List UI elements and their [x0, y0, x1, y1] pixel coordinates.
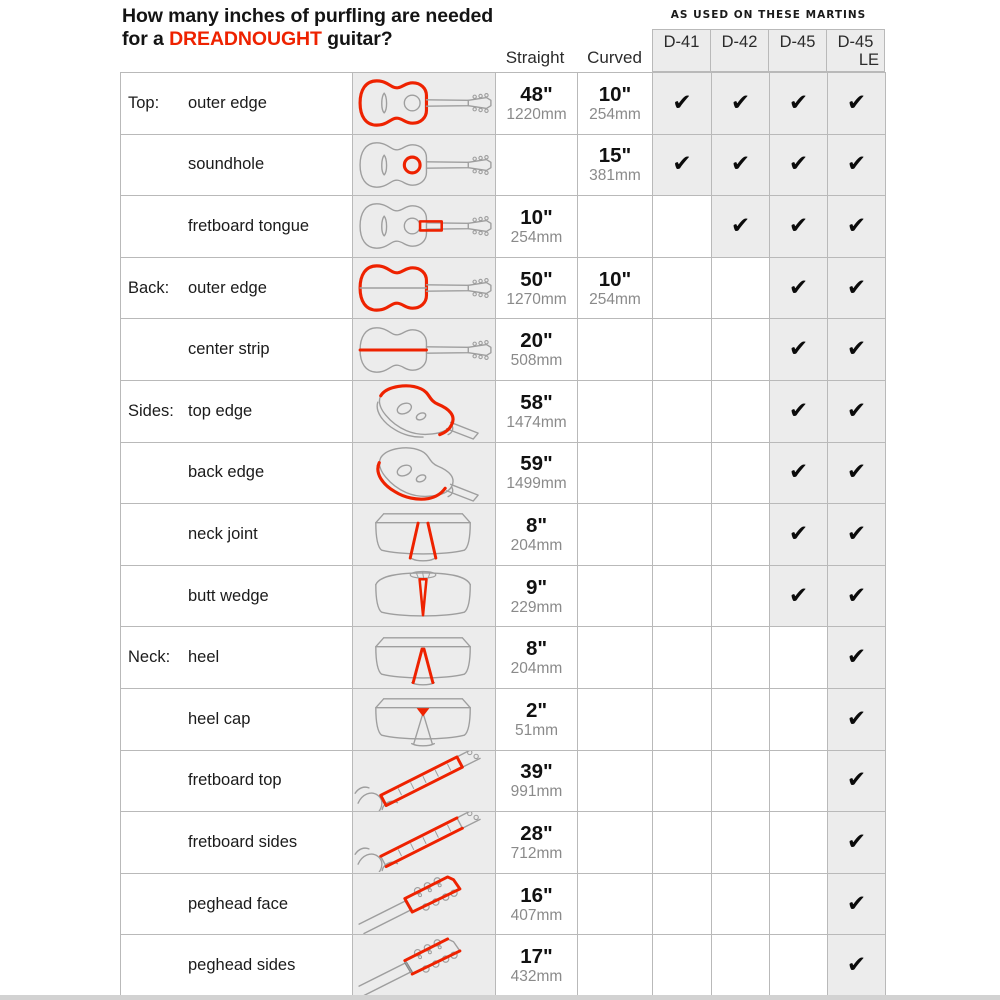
straight-mm-value: 1499mm [506, 475, 567, 493]
curved-inches-value: 10" [598, 82, 632, 106]
part-name: center strip [188, 340, 270, 359]
section-label: Neck: [128, 648, 171, 667]
straight-value-cell [496, 935, 578, 997]
curved-mm-value: 381mm [589, 167, 641, 185]
check-cell-d-42 [712, 504, 770, 566]
curved-value-cell [578, 73, 653, 135]
check-cell-d-45 [770, 627, 828, 689]
check-cell-d-45-le [828, 627, 886, 689]
check-cell-d-45-le [828, 442, 886, 504]
check-cell-d-45 [770, 134, 828, 196]
straight-inches-value: 28" [520, 821, 553, 845]
straight-value-cell [496, 442, 578, 504]
part-name: heel [188, 648, 220, 667]
straight-value-cell [496, 319, 578, 381]
check-cell-d-45 [770, 380, 828, 442]
straight-value-cell [496, 688, 578, 750]
straight-mm-value: 1270mm [506, 290, 567, 308]
soundhole-illustration-cell [353, 134, 496, 196]
check-cell-d-45 [770, 750, 828, 812]
checkmark-icon: ✔ [788, 89, 809, 116]
peghead-face-illustration-cell [353, 873, 496, 935]
curved-inches-value: 15" [598, 144, 632, 168]
part-label-cell [121, 565, 353, 627]
check-cell-d-41 [653, 442, 712, 504]
top-outer-edge-illustration-cell [353, 73, 496, 135]
check-cell-d-42 [712, 196, 770, 258]
check-cell-d-45-le [828, 873, 886, 935]
check-cell-d-42 [712, 873, 770, 935]
check-cell-d-41 [653, 750, 712, 812]
check-cell-d-45-le [828, 935, 886, 997]
purfling-table-body [121, 73, 886, 997]
butt-wedge-illustration-cell [353, 565, 496, 627]
part-name: butt wedge [188, 586, 269, 605]
straight-value-cell [496, 380, 578, 442]
part-name: top edge [188, 401, 253, 420]
part-name: peghead sides [188, 956, 296, 975]
curved-value-cell [578, 935, 653, 997]
table-row [121, 688, 886, 750]
checkmark-icon: ✔ [672, 89, 692, 116]
bottom-border-bar [0, 995, 1000, 1000]
check-cell-d-42 [712, 380, 770, 442]
part-label-cell [121, 627, 353, 689]
check-cell-d-41 [653, 257, 712, 319]
page-title-line2 [122, 28, 493, 51]
table-row [121, 565, 886, 627]
checkmark-icon: ✔ [788, 397, 809, 424]
column-header-straight: Straight [505, 48, 565, 67]
part-label-cell [121, 873, 353, 935]
curved-value-cell [578, 750, 653, 812]
checkmark-icon: ✔ [788, 151, 809, 178]
checkmark-icon: ✔ [846, 705, 867, 732]
straight-inches-value: 59" [520, 452, 553, 476]
curved-value-cell [578, 873, 653, 935]
check-cell-d-41 [653, 73, 712, 135]
curved-inches-value: 10" [598, 267, 632, 291]
check-cell-d-42 [712, 257, 770, 319]
table-row [121, 319, 886, 381]
checkmark-icon: ✔ [846, 520, 867, 547]
straight-mm-value: 1220mm [506, 105, 567, 123]
part-label-cell [121, 688, 353, 750]
page-title-line1: How many inches of purfling are needed [122, 5, 494, 27]
back-outer-edge-icon [354, 258, 495, 318]
check-cell-d-45 [770, 504, 828, 566]
straight-value-cell [496, 812, 578, 874]
curved-value-cell [578, 442, 653, 504]
part-label-cell [121, 196, 353, 258]
part-name: fretboard top [188, 771, 282, 790]
fretboard-top-icon [354, 751, 495, 811]
title-prefix: for a [122, 28, 170, 50]
straight-mm-value: 407mm [510, 906, 563, 924]
table-row [121, 504, 886, 566]
straight-value-cell [496, 257, 578, 319]
checkmark-icon: ✔ [846, 459, 867, 486]
straight-value-cell [496, 134, 578, 196]
check-cell-d-45 [770, 319, 828, 381]
straight-inches-value: 16" [520, 883, 553, 907]
check-cell-d-45 [770, 935, 828, 997]
check-cell-d-45-le [828, 73, 886, 135]
check-cell-d-42 [712, 319, 770, 381]
side-back-edge-illustration-cell [353, 442, 496, 504]
straight-mm-value: 508mm [510, 352, 563, 370]
part-label-cell [121, 504, 353, 566]
straight-value-cell [496, 504, 578, 566]
check-cell-d-42 [712, 812, 770, 874]
neck-joint-icon [354, 504, 495, 564]
check-cell-d-45 [770, 73, 828, 135]
part-label-cell [121, 750, 353, 812]
part-label-cell [121, 935, 353, 997]
curved-mm-value: 254mm [589, 105, 641, 123]
curved-mm-value: 254mm [589, 290, 641, 308]
fretboard-sides-illustration-cell [353, 812, 496, 874]
part-label-cell [121, 812, 353, 874]
checkmark-icon: ✔ [788, 459, 809, 486]
straight-mm-value: 432mm [510, 968, 563, 986]
butt-wedge-icon [354, 566, 495, 626]
table-row [121, 627, 886, 689]
checkmark-icon: ✔ [788, 212, 809, 239]
page-title [122, 5, 493, 51]
checkmark-icon: ✔ [788, 582, 809, 609]
peghead-sides-illustration-cell [353, 935, 496, 997]
straight-value-cell [496, 73, 578, 135]
curved-value-cell [578, 812, 653, 874]
straight-inches-value: 58" [520, 390, 553, 414]
table-row [121, 873, 886, 935]
checkmark-icon: ✔ [846, 767, 867, 794]
part-name: peghead face [188, 894, 289, 913]
part-name: neck joint [188, 524, 258, 543]
purfling-table [120, 72, 886, 997]
side-top-edge-illustration-cell [353, 380, 496, 442]
straight-mm-value: 51mm [514, 721, 559, 739]
center-strip-icon [354, 320, 495, 380]
title-highlight-dreadnought: DREADNOUGHT [169, 28, 322, 50]
straight-inches-value: 17" [520, 945, 553, 969]
curved-value-cell [578, 627, 653, 689]
check-cell-d-41 [653, 504, 712, 566]
part-name: soundhole [188, 155, 265, 174]
straight-mm-value: 1474mm [506, 413, 567, 431]
straight-mm-value: 204mm [510, 536, 563, 554]
curved-value-cell [578, 565, 653, 627]
curved-value-cell [578, 504, 653, 566]
checkmark-icon: ✔ [730, 212, 751, 239]
straight-mm-value: 229mm [510, 598, 563, 616]
side-back-edge-icon [354, 443, 495, 503]
check-cell-d-41 [653, 688, 712, 750]
check-cell-d-41 [653, 565, 712, 627]
part-name: outer edge [188, 93, 267, 112]
straight-mm-value: 254mm [510, 228, 563, 246]
check-cell-d-41 [653, 196, 712, 258]
part-label-cell [121, 257, 353, 319]
straight-mm-value: 204mm [510, 660, 563, 678]
straight-inches-value: 9" [525, 575, 548, 599]
table-row [121, 380, 886, 442]
straight-inches-value: 20" [520, 329, 553, 353]
part-name: outer edge [188, 278, 267, 297]
fretboard-top-illustration-cell [353, 750, 496, 812]
heel-icon [354, 628, 495, 688]
straight-inches-value: 10" [520, 205, 553, 229]
check-cell-d-41 [653, 812, 712, 874]
back-outer-edge-illustration-cell [353, 257, 496, 319]
straight-inches-value: 2" [525, 698, 548, 722]
checkmark-icon: ✔ [730, 151, 751, 178]
peghead-face-icon [354, 874, 495, 934]
martin-model-header-row [652, 29, 885, 72]
checkmark-icon: ✔ [788, 336, 809, 363]
table-row [121, 442, 886, 504]
table-row [121, 73, 886, 135]
check-cell-d-45-le [828, 319, 886, 381]
curved-value-cell [578, 380, 653, 442]
check-cell-d-45 [770, 565, 828, 627]
curved-value-cell [578, 257, 653, 319]
straight-mm-value: 712mm [510, 844, 563, 862]
check-cell-d-45 [770, 196, 828, 258]
part-name: fretboard sides [188, 832, 298, 851]
check-cell-d-41 [653, 319, 712, 381]
part-label-cell [121, 319, 353, 381]
check-cell-d-41 [653, 627, 712, 689]
straight-inches-value: 48" [520, 82, 553, 106]
checkmark-icon: ✔ [846, 890, 867, 917]
table-row [121, 812, 886, 874]
title-suffix: guitar? [321, 28, 393, 50]
straight-value-cell [496, 565, 578, 627]
checkmark-icon: ✔ [846, 89, 867, 116]
check-cell-d-42 [712, 750, 770, 812]
check-cell-d-45-le [828, 196, 886, 258]
table-row [121, 196, 886, 258]
checkmark-icon: ✔ [788, 520, 809, 547]
check-cell-d-45 [770, 873, 828, 935]
fretboard-sides-icon [354, 812, 495, 872]
section-label: Top: [128, 93, 160, 112]
check-cell-d-45 [770, 812, 828, 874]
model-header-d-42: D-42 [711, 29, 769, 72]
table-row [121, 935, 886, 997]
straight-inches-value: 50" [520, 267, 553, 291]
curved-value-cell [578, 319, 653, 381]
check-cell-d-42 [712, 627, 770, 689]
checkmark-icon: ✔ [846, 582, 867, 609]
checkmark-icon: ✔ [846, 644, 867, 671]
check-cell-d-42 [712, 935, 770, 997]
curved-value-cell [578, 688, 653, 750]
straight-value-cell [496, 873, 578, 935]
check-cell-d-42 [712, 73, 770, 135]
check-cell-d-45-le [828, 812, 886, 874]
section-label: Back: [128, 278, 170, 297]
check-cell-d-41 [653, 873, 712, 935]
neck-joint-illustration-cell [353, 504, 496, 566]
straight-value-cell [496, 750, 578, 812]
model-header-d-45: D-45 [769, 29, 827, 72]
section-label: Sides: [128, 401, 174, 420]
heel-cap-illustration-cell [353, 688, 496, 750]
heel-illustration-cell [353, 627, 496, 689]
column-header-curved: Curved [587, 48, 642, 67]
checkmark-icon: ✔ [846, 274, 867, 301]
part-label-cell [121, 442, 353, 504]
straight-inches-value: 39" [520, 760, 553, 784]
check-cell-d-45-le [828, 134, 886, 196]
check-cell-d-45-le [828, 504, 886, 566]
heel-cap-icon [354, 689, 495, 749]
straight-value-cell [496, 627, 578, 689]
table-row [121, 257, 886, 319]
straight-inches-value: 8" [525, 513, 548, 537]
part-name: heel cap [188, 709, 251, 728]
curved-value-cell [578, 134, 653, 196]
center-strip-illustration-cell [353, 319, 496, 381]
checkmark-icon: ✔ [846, 397, 867, 424]
martins-caption: AS USED ON THESE MARTINS [670, 9, 867, 21]
part-name: fretboard tongue [188, 216, 310, 235]
check-cell-d-45 [770, 257, 828, 319]
check-cell-d-45-le [828, 380, 886, 442]
part-label-cell [121, 380, 353, 442]
check-cell-d-42 [712, 688, 770, 750]
model-header-d-41: D-41 [652, 29, 711, 72]
peghead-sides-icon [354, 936, 495, 996]
fretboard-tongue-icon [354, 196, 495, 256]
check-cell-d-45-le [828, 565, 886, 627]
table-row [121, 750, 886, 812]
straight-value-cell [496, 196, 578, 258]
checkmark-icon: ✔ [730, 89, 751, 116]
check-cell-d-42 [712, 565, 770, 627]
check-cell-d-42 [712, 442, 770, 504]
straight-inches-value: 8" [525, 637, 548, 661]
checkmark-icon: ✔ [846, 336, 867, 363]
checkmark-icon: ✔ [846, 828, 867, 855]
straight-mm-value: 991mm [510, 783, 563, 801]
part-label-cell [121, 73, 353, 135]
model-header-d-45-le: D-45 LE [827, 29, 885, 72]
soundhole-icon [354, 135, 495, 195]
check-cell-d-45-le [828, 688, 886, 750]
checkmark-icon: ✔ [846, 952, 867, 979]
check-cell-d-45 [770, 442, 828, 504]
curved-value-cell [578, 196, 653, 258]
check-cell-d-41 [653, 380, 712, 442]
part-label-cell [121, 134, 353, 196]
checkmark-icon: ✔ [846, 212, 867, 239]
table-row [121, 134, 886, 196]
part-name: back edge [188, 463, 265, 482]
side-top-edge-icon [354, 381, 495, 441]
checkmark-icon: ✔ [846, 151, 867, 178]
fretboard-tongue-illustration-cell [353, 196, 496, 258]
check-cell-d-42 [712, 134, 770, 196]
check-cell-d-45-le [828, 257, 886, 319]
check-cell-d-41 [653, 935, 712, 997]
check-cell-d-45-le [828, 750, 886, 812]
check-cell-d-45 [770, 688, 828, 750]
check-cell-d-41 [653, 134, 712, 196]
top-outer-edge-icon [354, 73, 495, 133]
checkmark-icon: ✔ [672, 151, 692, 178]
checkmark-icon: ✔ [788, 274, 809, 301]
